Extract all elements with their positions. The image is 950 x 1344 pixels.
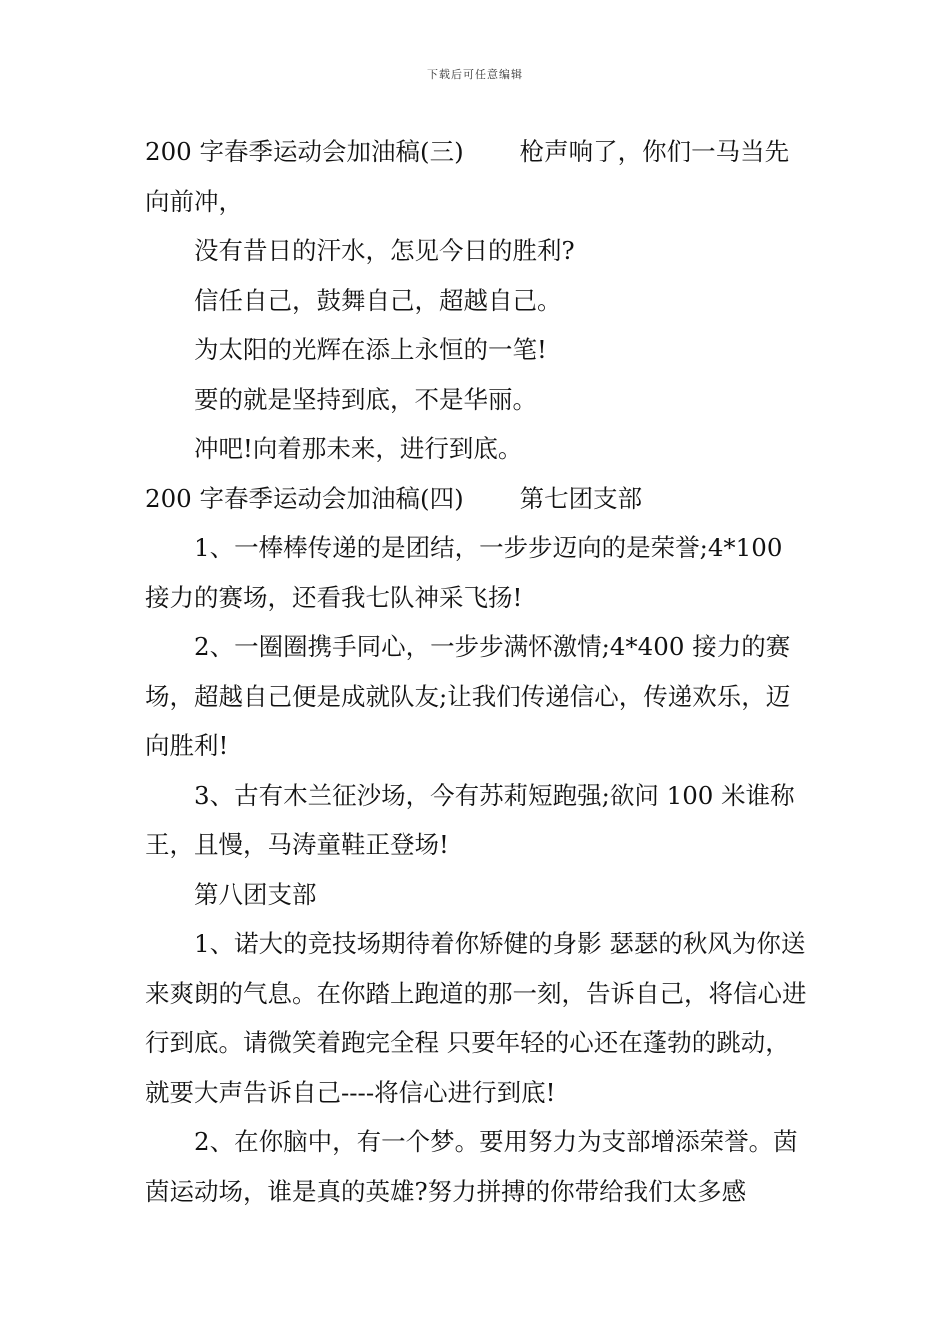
document-body bbox=[145, 127, 810, 1216]
branch-8-item: 1、诺大的竞技场期待着你矫健的身影 瑟瑟的秋风为你送来爽朗的气息。在你踏上跑道的那一刻，告诉自己，将信心进行到底。请微笑着跑完全程 只要年轻的心还在蓬勃的跳动，就要大声告诉自己----将信心进行到底! bbox=[145, 929, 807, 1107]
section-4-heading bbox=[145, 474, 810, 524]
branch-7-title: 第七团支部 bbox=[519, 483, 643, 513]
section-3-lead: 枪声响了，你们一马当先向前冲， bbox=[145, 137, 790, 216]
cheer-line: 要的就是坚持到底，不是华丽。 bbox=[194, 384, 537, 414]
section-3-title: 200 字春季运动会加油稿(三) bbox=[145, 137, 464, 166]
branch-7-item: 3、古有木兰征沙场，今有苏莉短跑强;欲问 100 米谁称王，且慢，马涛童鞋正登场! bbox=[145, 780, 795, 859]
section-3-heading bbox=[145, 127, 810, 226]
cheer-line: 没有昔日的汗水，怎见今日的胜利? bbox=[194, 236, 575, 265]
branch-8-item: 2、在你脑中，有一个梦。要用努力为支部增添荣誉。茵茵运动场，谁是真的英雄?努力拼搏的你带给我们太多感 bbox=[145, 1127, 798, 1206]
branch-7-item: 1、一棒棒传递的是团结，一步步迈向的是荣誉;4*100 接力的赛场，还看我七队神采飞扬! bbox=[145, 533, 783, 612]
branch-8-title: 第八团支部 bbox=[194, 879, 317, 909]
cheer-line: 为太阳的光辉在添上永恒的一笔! bbox=[194, 335, 547, 364]
cheer-line: 冲吧!向着那未来，进行到底。 bbox=[194, 434, 523, 463]
branch-7-item: 2、一圈圈携手同心，一步步满怀激情;4*400 接力的赛场，超越自己便是成就队友;让我们传递信心，传递欢乐，迈向胜利! bbox=[145, 632, 791, 760]
section-4-title: 200 字春季运动会加油稿(四) bbox=[145, 483, 464, 513]
cheer-line: 信任自己，鼓舞自己，超越自己。 bbox=[194, 285, 562, 315]
page-header-note: 下载后可任意编辑 bbox=[427, 68, 523, 81]
